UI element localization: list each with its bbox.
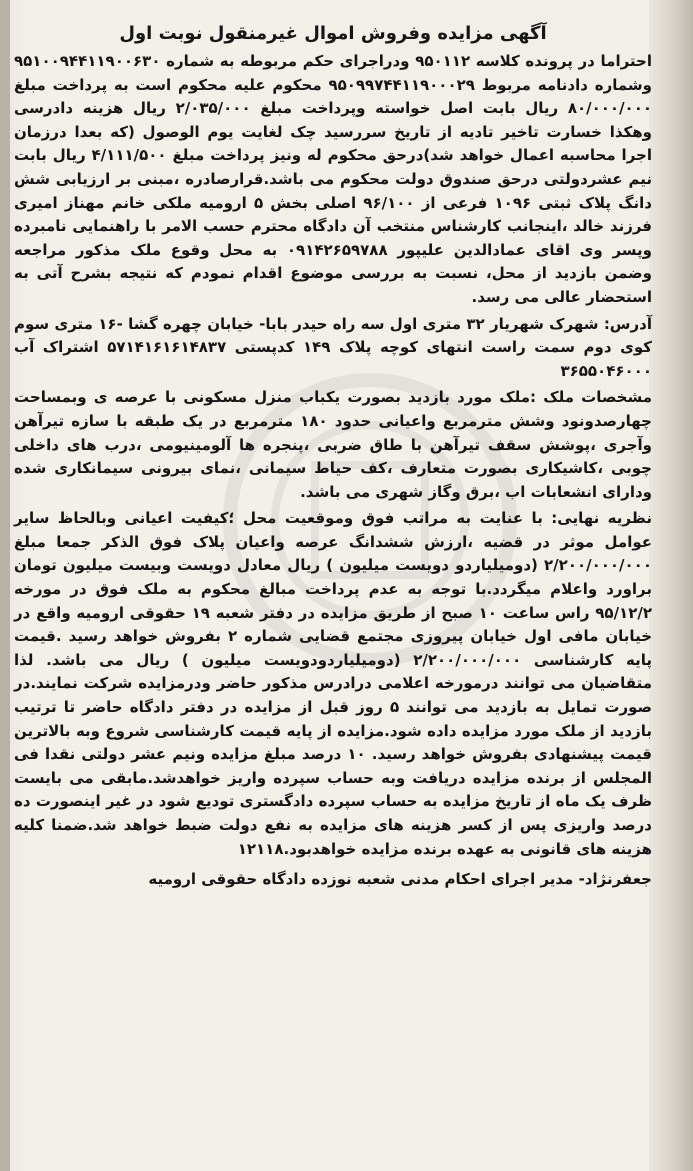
notice-paragraph-intro: احتراما در پرونده کلاسه ۹۵۰۱۱۲ ودراجرای حکم مربوطه به شماره ۹۵۱۰۰۹۴۴۱۱۹۰۰۶۳۰ وشماره دادنامه مربوط ۹۵۰۹۹۷۴۴۱۱۹۰۰۰۲۹ محکوم علیه محکوم است به پرداخت مبلغ ۸۰/۰۰۰/۰۰۰ ریال بابت اصل خواسته وپرداخت مبلغ ۲/۰۳۵/۰۰۰ ریال هزینه دادرسی وهکذا خسارت تاخیر تادیه از تاریخ سررسید چک لغایت یوم الوصول (که بعدا درزمان اجرا محاسبه اعمال خواهد شد)درحق محکوم له ونیز پرداخت مبلغ ۴/۱۱۱/۵۰۰ ریال بابت نیم عشردولتی درحق صندوق دولت محکوم می باشد.قرارصادره ،مبنی بر ارزیابی شش دانگ پلاک ثبتی ۱۰۹۶ فرعی از ۹۶/۱۰۰ اصلی بخش ۵ ارومیه ملکی خانم مهناز امیری فرزند خالد ،اینجانب کارشناس منتخب آن دادگاه محترم حسب الامر با راهنمایی نامبرده وپسر وی اقای عمادالدین علیپور ۰۹۱۴۲۶۵۹۷۸۸ به محل وقوع ملک مذکور مراجعه وضمن بازدید از محل، نسبت به بررسی موضوع اقدام نمودم که نتیجه بشرح آتی به استحضار عالی می رسد.: [14, 52, 653, 306]
notice-paragraph-address: آدرس: شهرک شهریار ۳۲ متری اول سه راه حیدر بابا- خیابان چهره گشا -۱۶ متری سوم کوی دوم سمت راست انتهای کوچه پلاک ۱۴۹ کدپستی ۵۷۱۴۱۶۱۶۱۴۸۳۷ اشتراک آب ۳۶۵۵۰۴۶۰۰۰: [14, 314, 652, 380]
notice-paragraph-property-specs: مشخصات ملک :ملک مورد بازدید بصورت یکباب منزل مسکونی با عرصه ی وبمساحت چهارصدونود وشش مترمربع واعیانی حدود ۱۸۰ مترمربع در یک طبقه با سازه تیرآهن وآجری ،پوشش سقف تیرآهن با طاق ضربی ،پنجره ها آلومینیومی ،درب های داخلی چوبی ،کاشیکاری بصورت متعارف ،کف حیاط سیمانی ،نمای بیرونی سیمانکاری شده ودارای انشعابات اب ،برق وگاز شهری می باشد.: [14, 388, 652, 501]
notice-paragraph-final-opinion: نظریه نهایی: با عنایت به مراتب فوق وموقعیت محل ؛کیفیت اعیانی وبالحاظ سایر عوامل موثر در قضیه ،ارزش ششدانگ عرصه واعیان پلاک فوق الذکر جمعا مبلغ ۲/۲۰۰/۰۰۰/۰۰۰ (دومیلیاردو دویست میلیون ) ریال معادل دویست وبیست میلیون تومان براورد واعلام میگردد.با توجه به عدم پرداخت مبالغ محکوم به ملک فوق در مورخه ۹۵/۱۲/۲ راس ساعت ۱۰ صبح از طریق مزایده در دفتر شعبه ۱۹ حقوقی ارومیه واقع در خیابان مافی اول خیابان پیروزی مجتمع قضایی شماره ۲ بفروش خواهد رسید .قیمت پایه کارشناسی ۲/۲۰۰/۰۰۰/۰۰۰ (دومیلیاردودویست میلیون ) ریال می باشد. لذا متقاضیان می توانند درمورخه اعلامی درادرس مذکور حاضر ودرمزایده شرکت نمایند.در صورت تمایل به بازدید می توانند ۵ روز قبل از مزایده در دفتر دادگاه حاضر تا ترتیب بازدید از ملک مورد مزایده داده شود.مزایده از پایه قیمت کارشناسی شروع وبه بالاترین قیمت پیشنهادی بفروش خواهد رسید. ۱۰ درصد مبلغ مزایده ونیم عشر دولتی نقدا فی المجلس از برنده مزایده دریافت وبه حساب سپرده واریز خواهدشد.مابقی می بایست ظرف یک ماه از تاریخ مزایده به حساب سپرده دادگستری تودیع شود در غیر اینصورت ده درصد واریزی پس از کسر هزینه های مزایده به نفع دولت ضبط خواهد شد.ضمنا کلیه هزینه های قانونی به عهده برنده مزایده خواهدبود.۱۲۱۱۸: [14, 509, 653, 858]
notice-title: آگهی مزایده وفروش اموال غیرمنقول نوبت اول: [119, 23, 547, 44]
scan-left-edge: [0, 0, 10, 1171]
notice-signature: جعفرنژاد- مدیر اجرای احکام مدنی شعبه نوزده دادگاه حقوقی ارومیه: [148, 870, 652, 889]
scan-right-edge: [649, 0, 693, 1171]
auction-notice: [14, 14, 652, 1162]
